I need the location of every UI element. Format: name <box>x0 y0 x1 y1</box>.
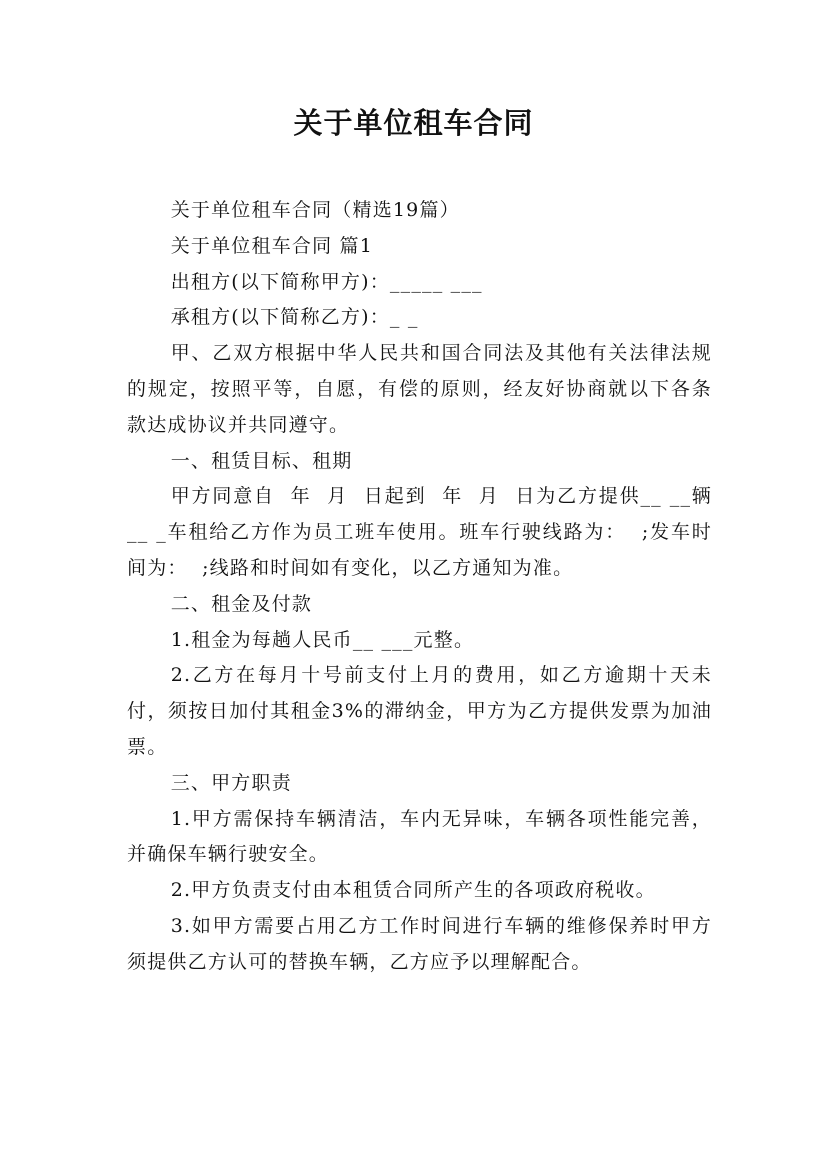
lessee-line: 承租方(以下简称乙方)：_ _ <box>170 306 419 329</box>
section-heading-rent: 二、租金及付款 <box>170 592 313 615</box>
section-heading-lease-term: 一、租赁目标、租期 <box>170 449 353 472</box>
document-title: 关于单位租车合同 <box>293 106 534 140</box>
section-heading-lessor-duties: 三、甲方职责 <box>170 771 292 794</box>
lessor-duty-1: 1.甲方需保持车辆清洁，车内无异味，车辆各项性能完善，并确保车辆行驶安全。 <box>127 807 712 866</box>
lease-term-paragraph: 甲方同意自 年 月 日起到 年 月 日为乙方提供__ __辆__ _车租给乙方作为员工班车使用。班车行驶线路为： ;发车时间为： ;线路和时间如有变化，以乙方通知为准。 <box>127 485 712 579</box>
rent-clause-1: 1.租金为每趟人民币__ ___元整。 <box>170 628 475 651</box>
rent-clause-2: 2.乙方在每月十号前支付上月的费用，如乙方逾期十天未付，须按日加付其租金3%的滞纳金，甲方为乙方提供发票为加油票。 <box>127 664 712 758</box>
preamble-paragraph: 甲、乙双方根据中华人民共和国合同法及其他有关法律法规的规定，按照平等，自愿，有偿的原则，经友好协商就以下各条款达成协议并共同遵守。 <box>127 342 712 436</box>
subtitle-paragraph: 关于单位租车合同（精选19篇） <box>170 199 460 221</box>
lessor-line: 出租方(以下简称甲方)：_____ ___ <box>170 270 483 293</box>
lessor-duty-3: 3.如甲方需要占用乙方工作时间进行车辆的维修保养时甲方须提供乙方认可的替换车辆，乙方应予以理解配合。 <box>127 914 712 973</box>
section-heading-part1: 关于单位租车合同 篇1 <box>170 234 374 257</box>
lessor-duty-2: 2.甲方负责支付由本租赁合同所产生的各项政府税收。 <box>170 879 656 902</box>
document-body <box>127 193 712 981</box>
